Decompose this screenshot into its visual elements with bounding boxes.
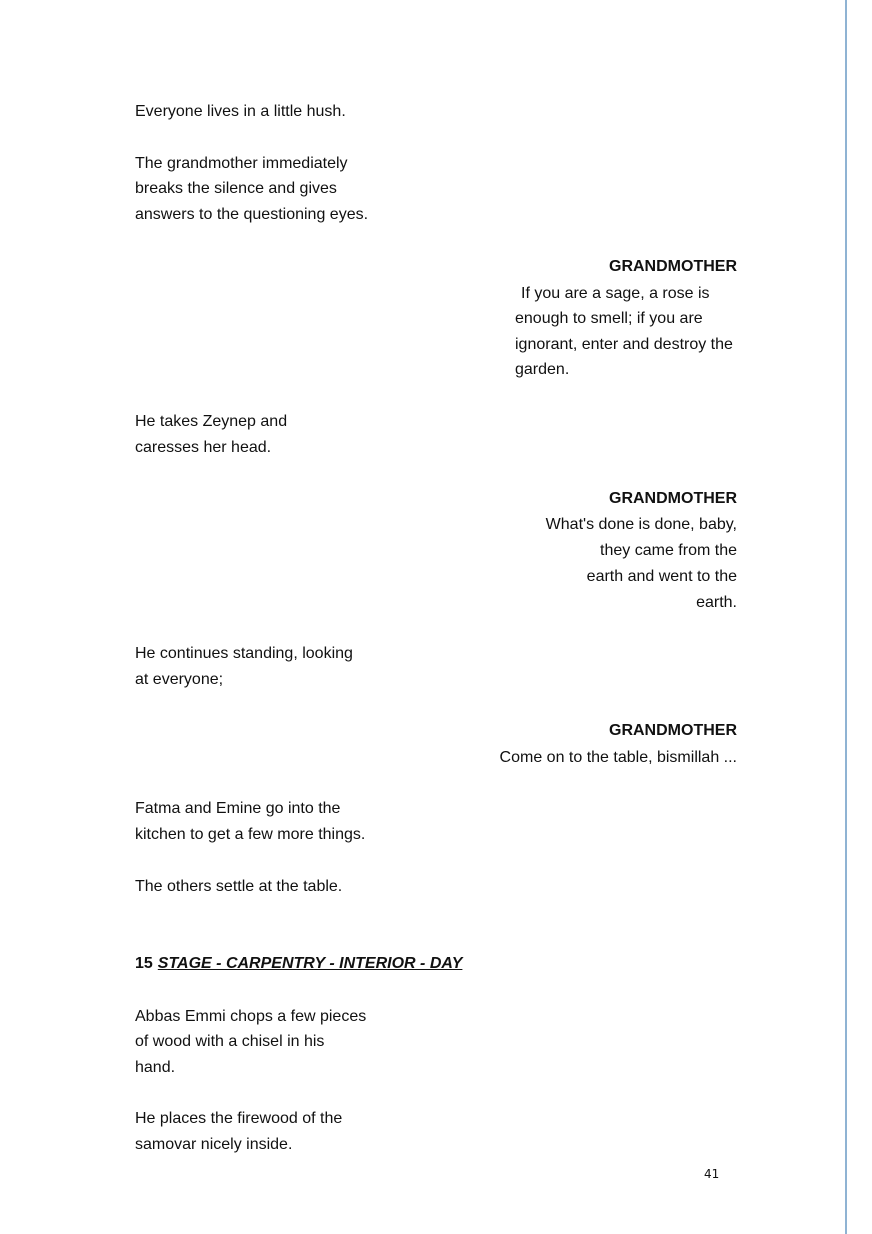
action-line: The grandmother immediately bbox=[135, 155, 348, 172]
dialogue-line: earth and went to the bbox=[586, 568, 737, 585]
action-line: He continues standing, looking bbox=[135, 645, 353, 662]
character-name: GRANDMOTHER bbox=[609, 258, 737, 275]
action-line: The others settle at the table. bbox=[135, 878, 343, 895]
page-number: 41 bbox=[704, 1167, 720, 1181]
character-name: GRANDMOTHER bbox=[609, 722, 737, 739]
dialogue-line: Come on to the table, bismillah ... bbox=[499, 749, 737, 766]
dialogue-line: garden. bbox=[515, 361, 570, 378]
action-line: Abbas Emmi chops a few pieces bbox=[135, 1008, 367, 1025]
scene-number: 15 bbox=[135, 955, 153, 972]
action-line: Fatma and Emine go into the bbox=[135, 800, 341, 817]
action-line: He takes Zeynep and bbox=[135, 413, 288, 430]
dialogue-line: earth. bbox=[696, 594, 737, 611]
dialogue-line: they came from the bbox=[600, 542, 737, 559]
action-line: samovar nicely inside. bbox=[135, 1136, 293, 1153]
action-line: caresses her head. bbox=[135, 439, 272, 456]
action-line: Everyone lives in a little hush. bbox=[135, 103, 346, 120]
action-line: answers to the questioning eyes. bbox=[135, 206, 369, 223]
dialogue-line: What's done is done, baby, bbox=[545, 516, 737, 533]
page-margin-line bbox=[845, 0, 847, 1234]
scene-heading bbox=[135, 954, 462, 974]
action-line: at everyone; bbox=[135, 671, 224, 688]
character-name: GRANDMOTHER bbox=[609, 490, 737, 507]
action-line: kitchen to get a few more things. bbox=[135, 826, 366, 843]
action-line: hand. bbox=[135, 1059, 176, 1076]
dialogue-line: enough to smell; if you are bbox=[515, 310, 703, 327]
action-line: He places the firewood of the bbox=[135, 1110, 343, 1127]
dialogue-line: If you are a sage, a rose is bbox=[521, 285, 710, 302]
action-line: of wood with a chisel in his bbox=[135, 1033, 325, 1050]
dialogue-line: ignorant, enter and destroy the bbox=[515, 336, 733, 353]
action-line: breaks the silence and gives bbox=[135, 180, 337, 197]
scene-title: STAGE - CARPENTRY - INTERIOR - DAY bbox=[157, 955, 463, 972]
